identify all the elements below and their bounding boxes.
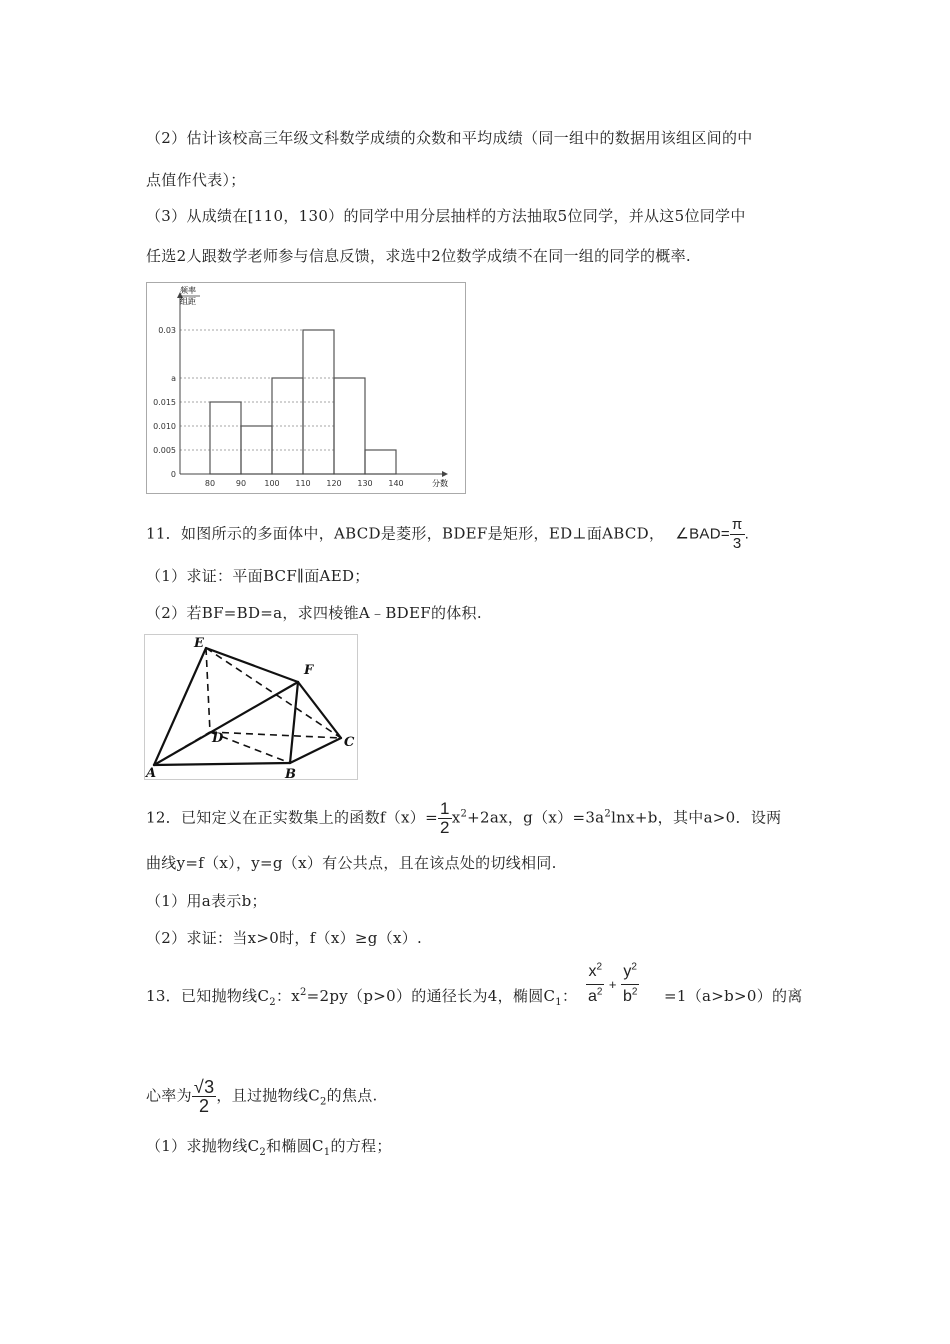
x-tick-label-3: 110 (295, 479, 311, 488)
q13-square: 2 (300, 987, 307, 998)
sqrt3-numerator: √3 (193, 1077, 215, 1097)
q10-part2-line1: （2）估计该校高三年级文科数学成绩的众数和平均成绩（同一组中的数据用该组区间的中 (146, 129, 753, 147)
q13-part1-pre: （1）求抛物线C (146, 1137, 260, 1155)
half-numerator: 1 (439, 799, 450, 818)
q10-part2-line2: 点值作代表）； (146, 171, 246, 189)
q11-period: . (744, 525, 750, 543)
q10-part3-line1: （3）从成绩在[110，130）的同学中用分层抽样的方法抽取5位同学，并从这5位同学中 (146, 207, 746, 225)
x-axis-label: 分数 (432, 479, 448, 488)
q13-part1-sub2: 2 (259, 1147, 267, 1158)
x-tick-label-4: 120 (326, 479, 342, 488)
y-axis-label-top: 频率 (180, 286, 196, 295)
q12-line2: 曲线y=f（x），y=g（x）有公共点，且在该点处的切线相同. (146, 854, 557, 872)
q13-sub-2: 2 (269, 997, 276, 1008)
vertex-B: B (285, 767, 296, 780)
q11-part2: （2）若BF=BD=a，求四棱锥A﹣BDEF的体积. (146, 604, 482, 622)
q13-colon: ： (561, 987, 578, 1005)
q12-line1 (146, 800, 781, 837)
histogram-bar-0 (210, 402, 241, 474)
vertex-F: F (304, 663, 314, 678)
q12-tail: lnx+b，其中a>0．设两 (611, 808, 782, 827)
q13-line2 (146, 1078, 378, 1115)
q13-mid1: ：x (275, 987, 300, 1005)
q13-eccentricity-text: 心率为 (146, 1086, 192, 1105)
q12-mid: +2ax，g（x）=3a (467, 808, 605, 827)
angle-text: ∠BAD= (675, 525, 730, 543)
sqrt3-over-2 (192, 1078, 217, 1115)
one-half (438, 800, 452, 837)
y-axis-label-bottom: 组距 (180, 297, 196, 306)
x-tick-label-6: 140 (388, 479, 404, 488)
angle-formula (675, 516, 749, 553)
q13-part1-end: 的方程； (330, 1137, 392, 1155)
q13-line2-post: ，且过抛物线C (216, 1086, 320, 1105)
y2-over-b2 (621, 960, 639, 1009)
q11-stem (146, 516, 749, 553)
q13-line2-sub: 2 (319, 1096, 327, 1108)
q13-part1-sub1: 1 (323, 1147, 331, 1158)
q13-line2-end: 的焦点. (326, 1086, 378, 1105)
q13-line1 (146, 986, 577, 1006)
q13-sub-1: 1 (555, 997, 562, 1008)
x2-over-a2 (586, 960, 604, 1009)
y-sq: 2 (631, 961, 637, 973)
two-denominator: 2 (192, 1096, 217, 1115)
y-tick-label-5: 0.03 (158, 326, 176, 335)
a-sq: 2 (596, 986, 603, 998)
x-sq: 2 (596, 961, 603, 973)
half-denominator: 2 (439, 818, 450, 837)
b-den: b (622, 988, 632, 1005)
pi-numerator: π (731, 516, 743, 533)
pi-over-3 (730, 516, 745, 553)
q12-square-2: 2 (604, 808, 612, 820)
plus-sign: + (608, 977, 617, 992)
q12-part1: （1）用a表示b； (146, 892, 267, 910)
y-tick-label-4: a (171, 374, 176, 383)
q12-square: 2 (460, 808, 468, 820)
q13-line1-tail: =1（a>b>0）的离 (664, 987, 803, 1005)
y-tick-label-3: 0.015 (153, 398, 176, 407)
q13-mid2: =2py（p>0）的通径长为4，椭圆C (306, 987, 556, 1005)
x-num: x (588, 963, 597, 980)
b-sq: 2 (631, 986, 638, 998)
x-tick-label-2: 100 (264, 479, 280, 488)
histogram-bar-4 (334, 378, 365, 474)
vertex-D: D (212, 731, 224, 746)
q11-stem-text: 11．如图所示的多面体中，ABCD是菱形，BDEF是矩形，ED⊥面ABCD， (146, 524, 665, 543)
y-tick-label-1: 0.005 (153, 446, 176, 455)
vertex-A: A (146, 766, 157, 780)
histogram-bar-5 (365, 450, 396, 474)
x-tick-label-5: 130 (357, 479, 373, 488)
x-axis-arrow (442, 471, 448, 477)
y-num: y (623, 963, 632, 980)
q13-pre: 13．已知抛物线C (146, 987, 270, 1005)
frequency-histogram (146, 282, 466, 494)
a-den: a (588, 988, 597, 1005)
q12-x: x (451, 808, 461, 827)
three-denominator: 3 (730, 534, 745, 553)
q10-part3-line2: 任选2人跟数学老师参与信息反馈，求选中2位数学成绩不在同一组的同学的概率. (146, 247, 691, 265)
q13-part1-mid: 和椭圆C (266, 1137, 324, 1155)
polyhedron-figure (144, 634, 358, 780)
vertex-C: C (344, 735, 355, 750)
x-tick-label-0: 80 (204, 479, 216, 488)
q12-part2: （2）求证：当x>0时，f（x）≥g（x）. (146, 929, 423, 947)
q13-part1 (146, 1136, 392, 1156)
q12-pre: 12．已知定义在正实数集上的函数f（x）= (146, 808, 438, 827)
y-tick-label-0: 0 (170, 470, 176, 479)
ellipse-equation (586, 960, 639, 1009)
vertex-E: E (194, 636, 204, 651)
x-tick-label-1: 90 (235, 479, 247, 488)
q11-part1: （1）求证：平面BCF∥面AED； (146, 567, 370, 585)
y-tick-label-2: 0.010 (153, 422, 176, 431)
